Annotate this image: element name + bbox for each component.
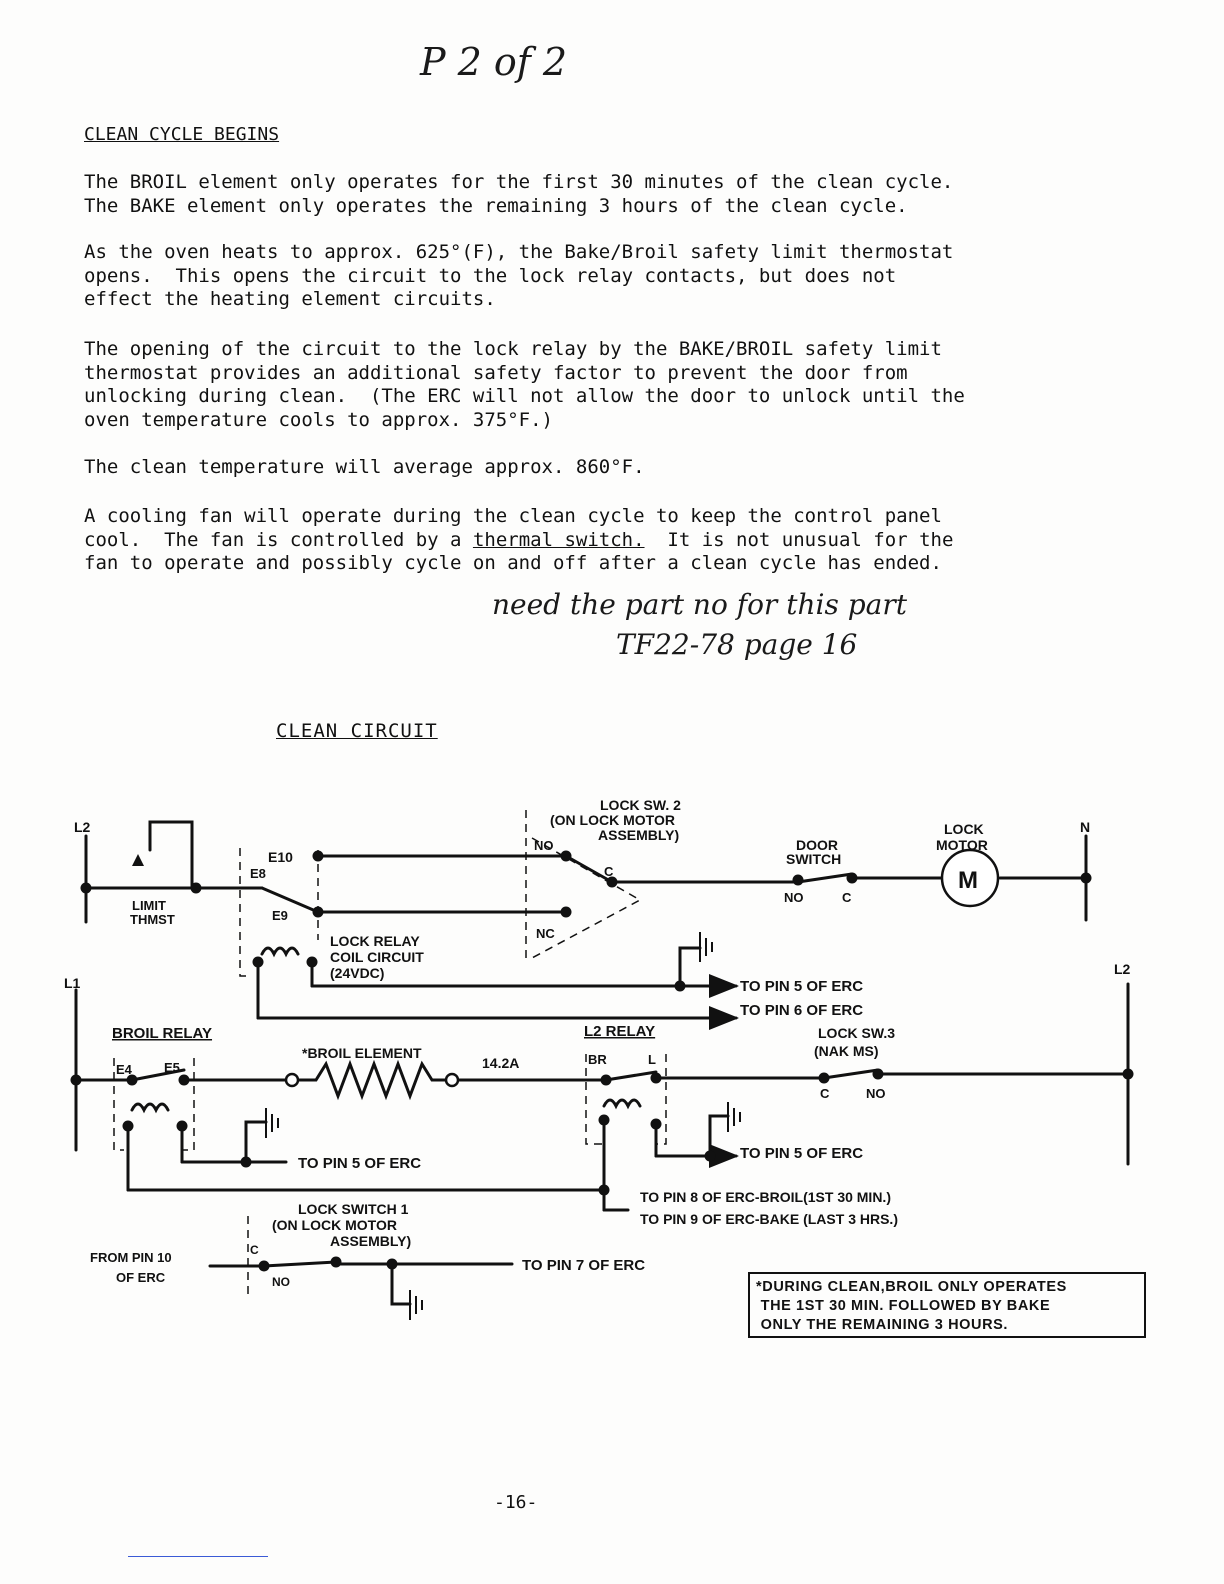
label-n: N — [1080, 819, 1091, 835]
label-pin-8: TO PIN 8 OF ERC-BROIL(1ST 30 MIN.) — [640, 1189, 891, 1205]
label-pin-7: TO PIN 7 OF ERC — [522, 1257, 646, 1274]
label-c-2: C — [842, 890, 852, 905]
l2-relay-coil — [604, 1100, 640, 1106]
label-l2-left: L2 — [74, 819, 91, 835]
limit-thermostat-switch — [150, 822, 192, 888]
label-no-4: NO — [272, 1275, 290, 1289]
label-door-switch-1: DOOR — [796, 837, 838, 853]
broil-relay-coil — [132, 1104, 168, 1110]
handwritten-note-line-1: need the part no for this part — [492, 588, 907, 621]
junction-dot — [123, 1121, 134, 1132]
label-broil-element: *BROIL ELEMENT — [302, 1045, 422, 1061]
label-lock-relay-3: (24VDC) — [330, 965, 385, 981]
label-pin-9: TO PIN 9 OF ERC-BAKE (LAST 3 HRS.) — [640, 1211, 898, 1227]
thermal-switch-text: thermal switch. — [472, 528, 645, 551]
diagram-title: CLEAN CIRCUIT — [276, 720, 438, 742]
label-lock-sw1-1: LOCK SWITCH 1 — [298, 1201, 409, 1217]
fan-text-end: It is not unusual for the fan to operate and possibly cycle on and off after a clean cycle has ended. — [84, 528, 954, 574]
label-pin-5-b: TO PIN 5 OF ERC — [298, 1155, 422, 1172]
label-from-pin-10-1: FROM PIN 10 — [90, 1250, 172, 1265]
paragraph-limit-thermostat: As the oven heats to approx. 625°(F), the Bake/Broil safety limit thermostat opens. This opens the circuit to the lock relay contacts, but does not effect the heating element circuits. — [84, 241, 954, 310]
label-e10: E10 — [268, 849, 293, 865]
motor-symbol: M — [958, 867, 978, 894]
label-no-3: NO — [866, 1086, 886, 1101]
l2-relay-contact — [606, 1072, 656, 1080]
label-limit-2: THMST — [130, 912, 175, 927]
label-lock-relay-1: LOCK RELAY — [330, 933, 420, 949]
junction-dot — [1123, 1069, 1134, 1080]
junction-dot — [599, 1185, 610, 1196]
label-broil-relay: BROIL RELAY — [112, 1025, 213, 1042]
junction-dot — [179, 1075, 190, 1086]
label-c-3: C — [820, 1086, 830, 1101]
junction-dot — [81, 883, 92, 894]
element-terminal-right — [446, 1074, 458, 1086]
junction-dot — [191, 883, 202, 894]
label-limit-1: LIMIT — [132, 898, 166, 913]
label-lock-sw1-2: (ON LOCK MOTOR — [272, 1217, 397, 1233]
junction-dot — [675, 981, 686, 992]
label-lock-sw1-3: ASSEMBLY) — [330, 1233, 412, 1249]
footer-rule — [128, 1556, 268, 1557]
section-heading: CLEAN CYCLE BEGINS — [84, 124, 280, 145]
ground-lead-d — [392, 1264, 410, 1304]
lock-switch-1-contact — [264, 1262, 336, 1266]
junction-dot — [259, 1261, 270, 1272]
handwritten-note-line-2: TF22-78 page 16 — [616, 628, 858, 661]
ground-lead-c — [710, 1116, 728, 1156]
junction-dot — [177, 1121, 188, 1132]
label-lock-sw2-2: (ON LOCK MOTOR — [550, 812, 675, 828]
junction-dot — [819, 1073, 830, 1084]
junction-dot — [793, 875, 804, 886]
label-lock-sw2-3: ASSEMBLY) — [598, 827, 680, 843]
label-e9: E9 — [272, 908, 288, 923]
label-lock-sw3-1: LOCK SW.3 — [818, 1025, 896, 1041]
junction-dot — [561, 851, 572, 862]
label-lock-motor-2: MOTOR — [936, 837, 988, 853]
lock-relay-coil — [262, 948, 298, 954]
broil-relay-dashed-right — [182, 1058, 194, 1150]
ground-lead-a — [680, 948, 700, 986]
label-e4: E4 — [116, 1062, 132, 1077]
junction-dot — [71, 1075, 82, 1086]
junction-dot — [387, 1259, 398, 1270]
ground-lead-b — [246, 1122, 266, 1162]
paragraph-clean-temperature: The clean temperature will average approx. 860°F. — [84, 456, 645, 478]
label-br: BR — [588, 1052, 607, 1067]
l2-relay-dashed-box — [586, 1054, 604, 1144]
handwritten-page-annotation: P 2 of 2 — [420, 40, 568, 84]
junction-dot — [561, 907, 572, 918]
element-terminal-left — [286, 1074, 298, 1086]
label-from-pin-10-2: OF ERC — [116, 1270, 166, 1285]
label-l1: L1 — [64, 975, 81, 991]
lock-relay-contact — [262, 888, 318, 912]
junction-dot — [601, 1075, 612, 1086]
label-pin-6: TO PIN 6 OF ERC — [740, 1002, 864, 1019]
label-door-switch-2: SWITCH — [786, 851, 842, 867]
lock-sw3-contact — [824, 1070, 878, 1078]
paragraph-safety-factor: The opening of the circuit to the lock relay by the BAKE/BROIL safety limit thermostat provides an additional safety factor to prevent the door from unlocking during clean. (The ERC will not allow the door to unlock until the oven temperature cools to approx. 375°F.) — [84, 338, 965, 431]
label-lock-motor-1: LOCK — [944, 821, 984, 837]
junction-dot — [331, 1257, 342, 1268]
junction-dot — [705, 1151, 716, 1162]
junction-dot — [307, 957, 318, 968]
label-lock-sw3-2: (NAK MS) — [814, 1043, 879, 1059]
junction-dot — [1081, 873, 1092, 884]
fan-text-start: A cooling fan will operate during the clean cycle to keep the control panel cool. The fan is controlled by a — [84, 505, 942, 551]
label-no-2: NO — [784, 890, 804, 905]
door-switch-contact — [798, 874, 852, 882]
junction-dot — [241, 1157, 252, 1168]
label-pin-5-a: TO PIN 5 OF ERC — [740, 978, 864, 995]
label-l: L — [648, 1052, 656, 1067]
broil-element-resistor — [298, 1064, 446, 1096]
label-lock-sw2-1: LOCK SW. 2 — [600, 797, 681, 813]
junction-dot — [253, 957, 264, 968]
junction-dot — [599, 1115, 610, 1126]
label-c-4: C — [250, 1243, 259, 1257]
diagram-note-box: *DURING CLEAN,BROIL ONLY OPERATES THE 1ST 30 MIN. FOLLOWED BY BAKE ONLY THE REMAINING 3 HOURS. — [748, 1272, 1146, 1338]
junction-dot — [313, 907, 324, 918]
label-pin-5-c: TO PIN 5 OF ERC — [740, 1145, 864, 1162]
junction-dot — [313, 851, 324, 862]
junction-dot — [873, 1069, 884, 1080]
label-c-1: C — [604, 864, 614, 879]
label-amps: 14.2A — [482, 1055, 520, 1071]
page-number: -16- — [494, 1492, 538, 1513]
label-e8: E8 — [250, 866, 266, 881]
thermostat-triangle — [132, 854, 144, 866]
label-nc-1: NC — [536, 926, 555, 941]
label-no-1: NO — [534, 838, 554, 853]
label-l2-relay: L2 RELAY — [584, 1023, 656, 1040]
label-lock-relay-2: COIL CIRCUIT — [330, 949, 424, 965]
junction-dot — [651, 1073, 662, 1084]
label-e5: E5 — [164, 1060, 180, 1075]
junction-dot — [847, 873, 858, 884]
paragraph-broil-bake: The BROIL element only operates for the first 30 minutes of the clean cycle. The BAKE element only operates the remaining 3 hours of the clean cycle. — [84, 171, 954, 217]
label-l2-right: L2 — [1114, 961, 1131, 977]
junction-dot — [651, 1119, 662, 1130]
